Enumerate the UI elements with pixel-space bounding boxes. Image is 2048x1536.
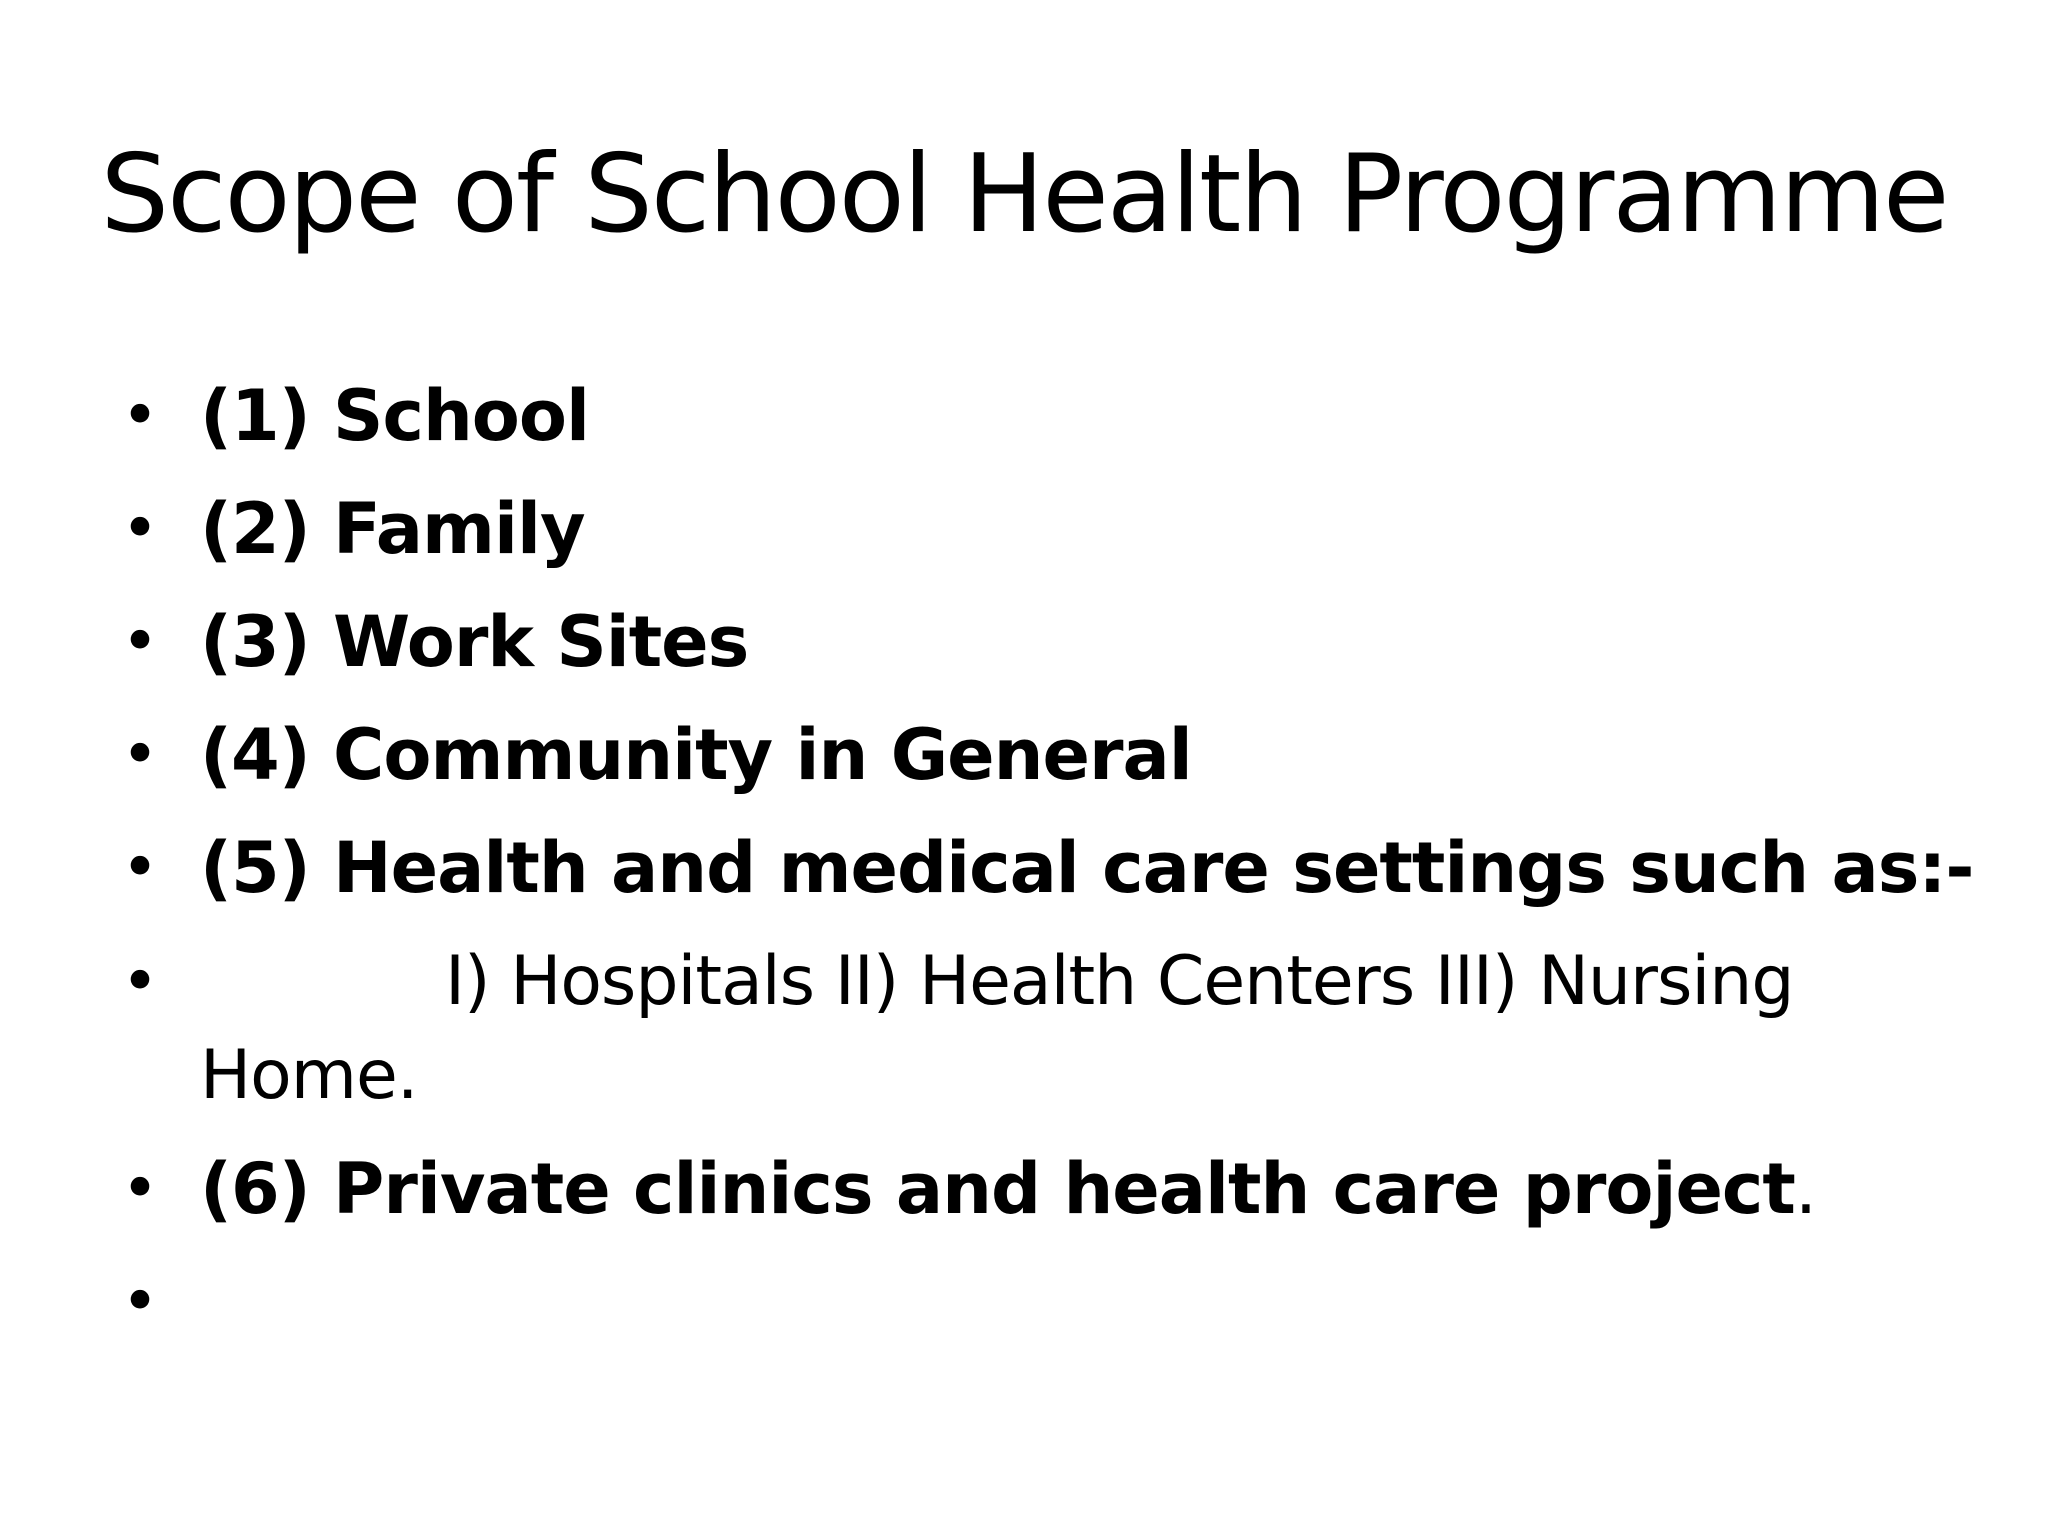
list-item [120,473,1940,586]
bullet-list [120,360,1974,1339]
bullet-icon: • [121,718,159,792]
list-item-text: (5) Health and medical care settings such as:- [200,827,1974,909]
list-item-text: (3) Work Sites [200,601,749,683]
list-item-text: (6) Private clinics and health care project [200,1148,1795,1230]
list-item-text: I) Hospitals II) Health Centers III) Nursing Home. [200,942,1794,1115]
bullet-icon: • [121,1152,159,1226]
list-item-text: (4) Community in General [200,714,1192,796]
list-item [120,699,1940,812]
bullet-icon: • [121,1265,159,1339]
list-item-subitems [120,925,1940,1133]
list-item [120,360,1940,473]
bullet-icon: • [121,945,159,1019]
bullet-icon: • [121,379,159,453]
list-item-text: (1) School [200,375,589,457]
list-item [120,812,1974,925]
list-item [120,1133,1940,1246]
bullet-icon: • [121,605,159,679]
bullet-icon: • [121,492,159,566]
slide-title: Scope of School Health Programme [100,132,1948,257]
list-item [120,586,1940,699]
bullet-icon: • [121,831,159,905]
list-item-period: . [1794,1148,1818,1230]
list-item-text: (2) Family [200,488,585,570]
